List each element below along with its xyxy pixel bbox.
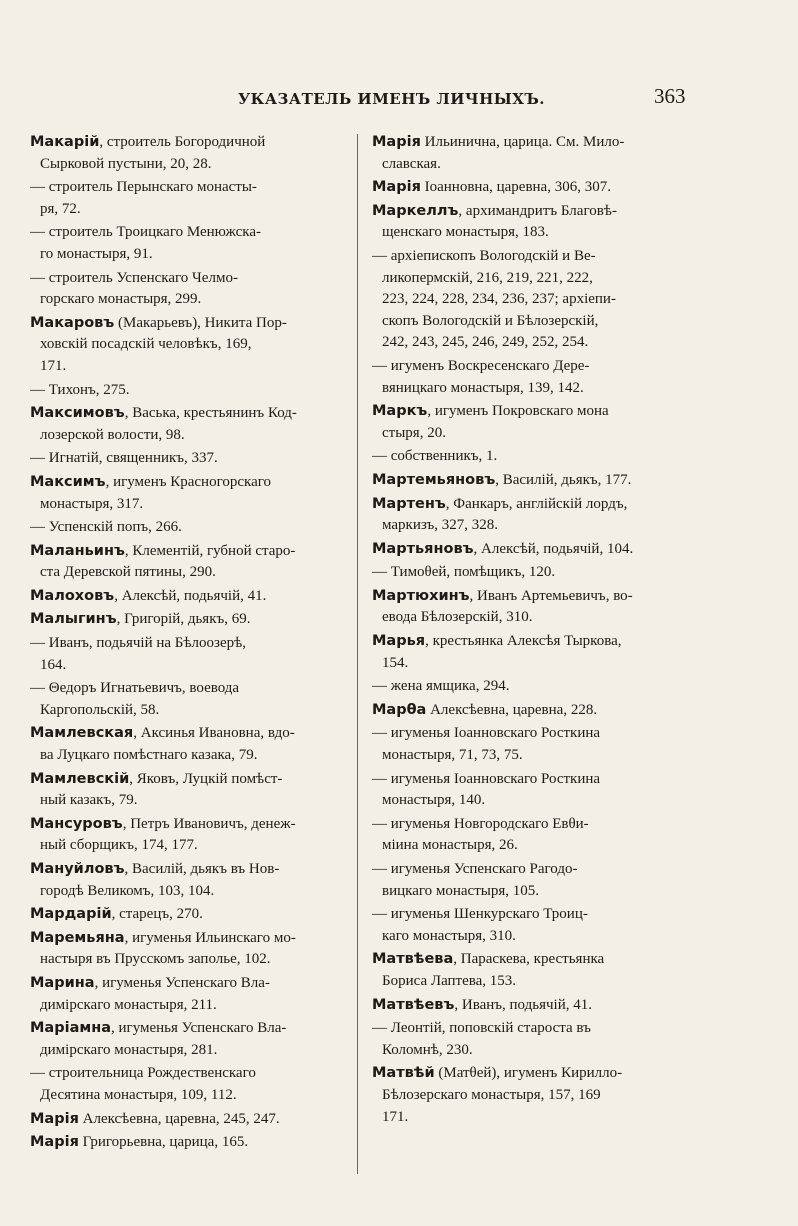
entry-continuation-line	[372, 154, 696, 176]
entry-first-line	[30, 448, 346, 470]
entry-first-line	[30, 313, 346, 335]
entry-text: Десятина монастыря, 109, 112.	[40, 1086, 237, 1103]
index-entry	[372, 446, 696, 468]
index-entry	[30, 609, 346, 631]
entry-text: , Яковъ, Луцкій помѣст-	[129, 770, 283, 787]
entry-text: — архіепископъ Вологодскій и Ве-	[372, 247, 596, 264]
entry-text: димірскаго монастыря, 281.	[40, 1041, 218, 1058]
entry-text: вяницкаго монастыря, 139, 142.	[382, 379, 584, 396]
index-entry	[372, 949, 696, 992]
entry-headword: Мартюхинъ	[372, 587, 470, 604]
entry-text: , Алексѣй, подьячій, 104.	[473, 540, 634, 557]
entry-first-line	[372, 132, 696, 154]
entry-text: — Игнатій, священникъ, 337.	[30, 450, 218, 467]
entry-continuation-line	[372, 607, 696, 629]
entry-first-line	[372, 446, 696, 468]
entry-text: Григорьевна, царица, 165.	[78, 1134, 249, 1151]
page-header	[0, 84, 798, 114]
entry-text: — жена ямщика, 294.	[372, 678, 510, 695]
entry-continuation-line	[372, 790, 696, 812]
entry-text: , игуменья Успенскаго Вла-	[111, 1020, 287, 1037]
entry-headword: Марія	[30, 1110, 79, 1127]
entry-continuation-line	[30, 289, 346, 311]
entry-continuation-line	[30, 655, 346, 677]
entry-continuation-line	[30, 356, 346, 378]
entry-first-line	[30, 268, 346, 290]
entry-text: каго монастыря, 310.	[382, 927, 516, 944]
entry-text: , игуменъ Красногорскаго	[105, 473, 272, 490]
entry-text: , Алексѣй, подьячій, 41.	[114, 587, 267, 604]
index-entry	[372, 700, 696, 722]
index-entry	[372, 723, 696, 766]
index-entry	[30, 268, 346, 311]
entry-text: ва Луцкаго помѣстнаго казака, 79.	[40, 747, 258, 764]
entry-first-line	[30, 1109, 346, 1131]
index-entry	[30, 132, 346, 175]
entry-first-line	[30, 541, 346, 563]
entry-text: Іоанновна, царевна, 306, 307.	[420, 179, 611, 196]
entry-text: 171.	[382, 1108, 409, 1125]
entry-first-line	[30, 472, 346, 494]
entry-first-line	[372, 769, 696, 791]
entry-headword: Мамлевская	[30, 725, 134, 742]
entry-text: Алексѣевна, царевна, 245, 247.	[78, 1110, 280, 1127]
index-entry	[30, 1063, 346, 1106]
entry-headword: Марина	[30, 974, 95, 991]
entry-continuation-line	[30, 1040, 346, 1062]
entry-continuation-line	[30, 949, 346, 971]
entry-continuation-line	[30, 881, 346, 903]
entry-text: , Фанкаръ, англійскій лордъ,	[445, 495, 628, 512]
index-entry	[30, 1132, 346, 1154]
entry-continuation-line	[372, 423, 696, 445]
entry-first-line	[30, 517, 346, 539]
index-entry	[30, 859, 346, 902]
entry-first-line	[372, 246, 696, 268]
entry-headword: Мансуровъ	[30, 815, 123, 832]
entry-text: , старецъ, 270.	[111, 906, 203, 923]
entry-text: , игуменъ Покровскаго мона	[427, 403, 609, 420]
entry-text: Коломнѣ, 230.	[382, 1041, 473, 1058]
index-entry	[30, 678, 346, 721]
entry-text: , Василій, дьякъ въ Нов-	[124, 861, 280, 877]
entry-continuation-line	[372, 311, 696, 333]
entry-text: (Макарьевъ), Никита Пор-	[114, 314, 287, 331]
entry-text: скопъ Вологодскій и Бѣлозерскій,	[382, 312, 599, 329]
entry-first-line	[372, 401, 696, 423]
index-entry	[372, 132, 696, 175]
index-entry	[372, 201, 696, 244]
index-entry	[372, 401, 696, 444]
index-entry	[372, 904, 696, 947]
index-entry	[30, 723, 346, 766]
entry-first-line	[30, 132, 346, 154]
entry-text: , игуменья Успенскаго Вла-	[94, 974, 270, 991]
entry-first-line	[30, 403, 346, 425]
index-entry	[372, 1063, 696, 1128]
entry-text: стыря, 20.	[382, 424, 446, 441]
entry-first-line	[30, 814, 346, 836]
entry-first-line	[30, 928, 346, 950]
entry-text: , Петръ Ивановичъ, денеж-	[122, 815, 296, 832]
entry-headword: Матвѣй	[372, 1065, 435, 1082]
index-entry	[372, 769, 696, 812]
index-entry	[372, 586, 696, 629]
entry-text: 242, 243, 245, 246, 249, 252, 254.	[382, 334, 589, 351]
entry-continuation-line	[372, 881, 696, 903]
entry-headword: Макарій	[30, 134, 100, 150]
index-entry	[372, 814, 696, 857]
entry-text: , Иванъ, подьячій, 41.	[454, 996, 592, 1013]
index-entry	[30, 313, 346, 378]
entry-continuation-line	[30, 700, 346, 722]
entry-text: 171.	[40, 357, 67, 374]
entry-headword: Мамлевскій	[30, 770, 130, 787]
entry-first-line	[372, 177, 696, 199]
entry-continuation-line	[30, 425, 346, 447]
entry-text: горскаго монастыря, 299.	[40, 291, 202, 308]
entry-text: , строитель Богородичной	[99, 134, 266, 150]
entry-text: — игуменья Успенскаго Рагодо-	[372, 861, 578, 877]
entry-first-line	[30, 678, 346, 700]
entry-text: — игуменья Шенкурскаго Троиц-	[372, 906, 588, 923]
index-entry	[372, 246, 696, 354]
entry-first-line	[372, 700, 696, 722]
entry-first-line	[30, 633, 346, 655]
entry-headword: Малоховъ	[30, 587, 115, 604]
entry-headword: Марθа	[372, 701, 427, 718]
left-column	[30, 132, 346, 1156]
index-entry	[372, 995, 696, 1017]
entry-text: Бѣлозерскаго монастыря, 157, 169	[382, 1086, 601, 1103]
entry-text: ря, 72.	[40, 200, 81, 217]
entry-text: — Θедоръ Игнатьевичъ, воевода	[30, 680, 240, 697]
entry-text: — Успенскій попъ, 266.	[30, 519, 182, 536]
entry-text: маркизъ, 327, 328.	[382, 517, 499, 534]
entry-continuation-line	[372, 289, 696, 311]
index-entry	[372, 494, 696, 537]
entry-continuation-line	[372, 971, 696, 993]
entry-first-line	[30, 723, 346, 745]
entry-continuation-line	[372, 1107, 696, 1129]
entry-headword: Маркъ	[372, 403, 428, 420]
entry-text: евода Бѣлозерскій, 310.	[382, 609, 533, 626]
entry-first-line	[372, 676, 696, 698]
entry-text: щенскаго монастыря, 183.	[382, 224, 549, 241]
entry-first-line	[30, 222, 346, 244]
index-entry	[30, 403, 346, 446]
entry-text: 154.	[382, 654, 409, 671]
entry-first-line	[372, 723, 696, 745]
entry-text: ховскій посадскій человѣкъ, 169,	[40, 336, 252, 353]
entry-first-line	[30, 1018, 346, 1040]
entry-first-line	[372, 1018, 696, 1040]
entry-continuation-line	[372, 653, 696, 675]
entry-headword: Маріамна	[30, 1020, 112, 1037]
entry-continuation-line	[30, 995, 346, 1017]
entry-headword: Маркеллъ	[372, 202, 459, 219]
entry-continuation-line	[30, 334, 346, 356]
entry-headword: Максимъ	[30, 473, 106, 490]
entry-text: , Иванъ Артемьевичъ, во-	[469, 587, 633, 604]
entry-headword: Маланьинъ	[30, 542, 125, 559]
entry-first-line	[372, 586, 696, 608]
entry-first-line	[372, 562, 696, 584]
entry-text: — строитель Троицкаго Менюжска-	[30, 224, 261, 241]
entry-text: ный казакъ, 79.	[40, 792, 138, 809]
index-entry	[372, 1018, 696, 1061]
entry-headword: Мартьяновъ	[372, 540, 474, 557]
entry-headword: Мардарій	[30, 906, 112, 923]
entry-headword: Макаровъ	[30, 314, 115, 331]
entry-first-line	[372, 201, 696, 223]
entry-text: ста Деревской пятины, 290.	[40, 564, 216, 581]
entry-headword: Максимовъ	[30, 405, 125, 422]
entry-continuation-line	[372, 378, 696, 400]
entry-first-line	[30, 609, 346, 631]
index-entry	[372, 470, 696, 492]
entry-text: , Параскева, крестьянка	[453, 951, 605, 968]
entry-first-line	[372, 814, 696, 836]
entry-continuation-line	[372, 515, 696, 537]
entry-headword: Мартенъ	[372, 495, 446, 512]
index-entry	[372, 177, 696, 199]
entry-first-line	[372, 859, 696, 881]
entry-text: , Василій, дьякъ, 177.	[495, 471, 632, 488]
entry-text: монастыря, 317.	[40, 495, 144, 512]
entry-text: Сырковой пустыни, 20, 28.	[40, 155, 212, 172]
column-divider	[357, 134, 358, 1174]
entry-text: славская.	[382, 155, 441, 172]
entry-text: димірскаго монастыря, 211.	[40, 996, 217, 1013]
entry-headword: Маремьяна	[30, 929, 125, 946]
entry-headword: Малыгинъ	[30, 611, 117, 628]
index-entry	[30, 380, 346, 402]
entry-continuation-line	[30, 154, 346, 176]
entry-text: , архимандритъ Благовѣ-	[458, 202, 617, 219]
entry-text: 223, 224, 228, 234, 236, 237; архіепи-	[382, 291, 616, 308]
index-entry	[30, 973, 346, 1016]
entry-text: , Григорій, дьякъ, 69.	[116, 611, 251, 628]
entry-headword: Матвѣевъ	[372, 996, 455, 1013]
index-entry	[30, 517, 346, 539]
entry-first-line	[372, 904, 696, 926]
entry-text: го монастыря, 91.	[40, 245, 153, 262]
entry-continuation-line	[372, 1040, 696, 1062]
entry-text: городѣ Великомъ, 103, 104.	[40, 882, 215, 899]
index-entry	[372, 631, 696, 674]
entry-text: ликопермскій, 216, 219, 221, 222,	[382, 269, 593, 286]
index-entry	[30, 1109, 346, 1131]
entry-first-line	[30, 1063, 346, 1085]
right-column	[372, 132, 696, 1130]
entry-text: — Тимоθей, помѣщикъ, 120.	[372, 564, 556, 581]
index-entry	[30, 177, 346, 220]
entry-continuation-line	[372, 332, 696, 354]
entry-continuation-line	[372, 926, 696, 948]
index-entry	[30, 222, 346, 265]
index-entry	[30, 814, 346, 857]
entry-continuation-line	[30, 790, 346, 812]
entry-text: 164.	[40, 656, 67, 673]
entry-headword: Марія	[30, 1134, 79, 1151]
entry-continuation-line	[30, 745, 346, 767]
entry-continuation-line	[372, 222, 696, 244]
entry-continuation-line	[372, 745, 696, 767]
entry-headword: Мануйловъ	[30, 861, 125, 877]
entry-continuation-line	[372, 268, 696, 290]
index-entry	[30, 633, 346, 676]
index-entry	[372, 562, 696, 584]
index-entry	[372, 676, 696, 698]
entry-first-line	[372, 470, 696, 492]
entry-continuation-line	[30, 199, 346, 221]
entry-text: , игуменья Ильинскаго мо-	[124, 929, 296, 946]
entry-first-line	[30, 769, 346, 791]
entry-text: — строитель Успенскаго Челмо-	[30, 269, 238, 286]
entry-text: — строитель Перынскаго монасты-	[30, 179, 257, 196]
entry-first-line	[30, 586, 346, 608]
index-entry	[30, 904, 346, 926]
index-entry	[30, 769, 346, 812]
entry-text: — собственникъ, 1.	[372, 448, 498, 465]
entry-text: монастыря, 140.	[382, 792, 486, 809]
entry-text: — игуменъ Воскресенскаго Дере-	[372, 357, 590, 374]
entry-first-line	[372, 494, 696, 516]
entry-first-line	[30, 380, 346, 402]
entry-first-line	[372, 949, 696, 971]
entry-text: (Матθей), игуменъ Кирилло-	[434, 1065, 623, 1082]
entry-text: вицкаго монастыря, 105.	[382, 882, 540, 899]
entry-text: — Тихонъ, 275.	[30, 381, 130, 398]
entry-continuation-line	[372, 835, 696, 857]
entry-headword: Марья	[372, 633, 426, 650]
entry-continuation-line	[30, 835, 346, 857]
entry-text: — игуменья Новгородскаго Евθи-	[372, 815, 589, 832]
entry-text: — строительница Рождественскаго	[30, 1065, 256, 1082]
entry-continuation-line	[372, 1085, 696, 1107]
entry-continuation-line	[30, 494, 346, 516]
entry-first-line	[30, 859, 346, 881]
entry-text: Бориса Лаптева, 153.	[382, 972, 517, 989]
index-entry	[372, 859, 696, 902]
entry-text: міина монастыря, 26.	[382, 837, 518, 854]
entry-first-line	[372, 356, 696, 378]
entry-headword: Матвѣева	[372, 951, 454, 968]
entry-text: — Леонтій, поповскій староста въ	[372, 1020, 591, 1037]
index-entry	[30, 448, 346, 470]
entry-headword: Мартемьяновъ	[372, 471, 496, 488]
index-entry	[30, 472, 346, 515]
entry-first-line	[30, 973, 346, 995]
entry-text: ный сборщикъ, 174, 177.	[40, 837, 198, 854]
entry-text: , Васька, крестьянинъ Код-	[124, 405, 297, 422]
entry-continuation-line	[30, 562, 346, 584]
entry-first-line	[372, 1063, 696, 1085]
entry-first-line	[372, 995, 696, 1017]
index-entry	[372, 539, 696, 561]
index-entry	[30, 586, 346, 608]
entry-text: лозерской волости, 98.	[40, 426, 185, 443]
entry-first-line	[30, 1132, 346, 1154]
index-entry	[30, 1018, 346, 1061]
entry-first-line	[372, 539, 696, 561]
entry-text: — игуменья Іоанновскаго Росткина	[372, 725, 601, 742]
entry-text: монастыря, 71, 73, 75.	[382, 747, 523, 764]
entry-text: , крестьянка Алексѣя Тыркова,	[425, 633, 622, 650]
running-title: УКАЗАТЕЛЬ ИМЕНЪ ЛИЧНЫХЪ.	[238, 90, 546, 108]
index-entry	[30, 928, 346, 971]
entry-first-line	[30, 904, 346, 926]
entry-text: Ильинична, царица. См. Мило-	[420, 134, 625, 150]
entry-headword: Марія	[372, 179, 421, 196]
entry-text: настыря въ Прусскомъ заполье, 102.	[40, 951, 271, 968]
index-entry	[30, 541, 346, 584]
entry-text: , Клементій, губной старо-	[124, 542, 296, 559]
page-number: 363	[654, 84, 686, 108]
entry-text: Каргопольскій, 58.	[40, 701, 160, 718]
entry-continuation-line	[30, 1085, 346, 1107]
entry-first-line	[30, 177, 346, 199]
entry-continuation-line	[30, 244, 346, 266]
entry-first-line	[372, 631, 696, 653]
entry-text: — игуменья Іоанновскаго Росткина	[372, 770, 601, 787]
entry-text: Алексѣевна, царевна, 228.	[426, 701, 598, 718]
index-entry	[372, 356, 696, 399]
entry-headword: Марія	[372, 134, 421, 150]
entry-text: , Аксинья Ивановна, вдо-	[133, 725, 295, 742]
entry-text: — Иванъ, подьячій на Бѣлоозерѣ,	[30, 635, 247, 652]
